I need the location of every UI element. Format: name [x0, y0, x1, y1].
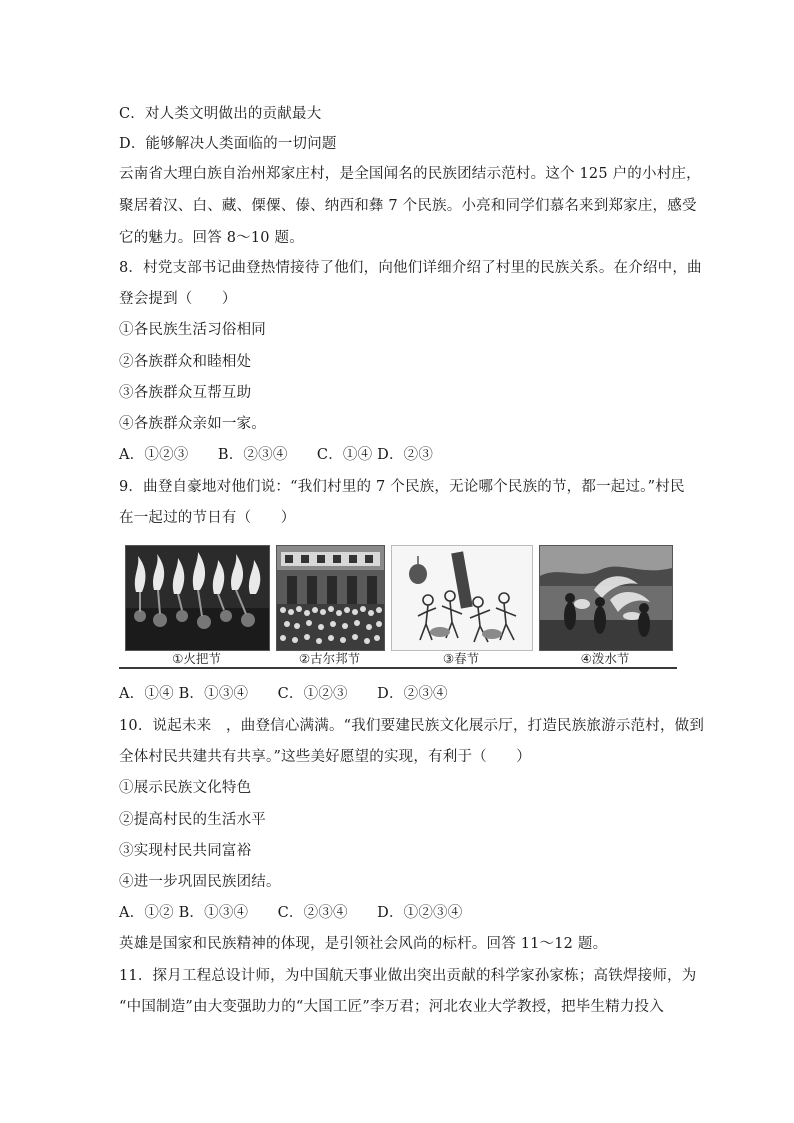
option-c-line: C．对人类文明做出的贡献最大 [119, 106, 322, 122]
figure-rule [119, 667, 677, 669]
q9-answer-options: A．①④ B．①③④ C．①②③ D．②③④ [119, 686, 448, 702]
q10-statement-4: ④进一步巩固民族团结。 [119, 874, 281, 890]
festival-figure [119, 545, 677, 669]
water-splashing-festival-photo [539, 545, 673, 651]
caption-spring-festival: ③春节 [442, 651, 480, 666]
q8-answer-options: A．①②③ B．②③④ C．①④ D．②③ [119, 447, 434, 463]
question-8-line-1: 8．村党支部书记曲登热情接待了他们，向他们详细介绍了村里的民族关系。在介绍中，曲 [119, 260, 702, 276]
q10-answer-options: A．①② B．①③④ C．②③④ D．①②③④ [119, 905, 463, 921]
q10-statement-3: ③实现村民共同富裕 [119, 843, 252, 859]
passage-line-1: 云南省大理白族自治州郑家庄村，是全国闻名的民族团结示范村。这个 125 户的小村庄， [119, 166, 701, 182]
passage-line-3: 它的魅力。回答 8～10 题。 [119, 230, 304, 246]
passage-line-2: 聚居着汉、白、藏、傈僳、傣、纳西和彝 7 个民族。小亮和同学们慕名来到郑家庄，感受 [119, 198, 697, 214]
q10-statement-1: ①展示民族文化特色 [119, 780, 252, 796]
question-10-line-1: 10．说起未来 ，曲登信心满满。“我们要建民族文化展示厅，打造民族旅游示范村，做到 [119, 718, 705, 734]
question-9-line-2: 在一起过的节日有（ ） [119, 510, 296, 526]
q8-statement-1: ①各民族生活习俗相同 [119, 322, 266, 338]
question-9-line-1: 9．曲登自豪地对他们说：“我们村里的 7 个民族，无论哪个民族的节，都一起过。”村民 [119, 479, 685, 495]
caption-eid-al-adha: ②古尔邦节 [298, 651, 361, 666]
question-10-line-2: 全体村民共建共有共享。”这些美好愿望的实现，有利于（ ） [119, 749, 531, 765]
q8-statement-2: ②各族群众和睦相处 [119, 354, 252, 370]
spring-festival-drawing [391, 545, 533, 651]
passage-heroes: 英雄是国家和民族精神的体现，是引领社会风尚的标杆。回答 11～12 题。 [119, 936, 608, 952]
question-8-line-2: 登会提到（ ） [119, 291, 237, 307]
q8-statement-3: ③各族群众互帮互助 [119, 385, 252, 401]
option-d-line: D．能够解决人类面临的一切问题 [119, 136, 337, 152]
q8-statement-4: ④各族群众亲如一家。 [119, 416, 266, 432]
torch-festival-photo [125, 545, 270, 651]
question-11-line-1: 11．探月工程总设计师，为中国航天事业做出突出贡献的科学家孙家栋；高铁焊接师，为 [119, 968, 697, 984]
caption-torch-festival: ①火把节 [172, 651, 221, 666]
eid-al-adha-photo [276, 545, 385, 651]
question-11-line-2: “中国制造”由大变强助力的“大国工匠”李万君；河北农业大学教授，把毕生精力投入 [119, 999, 664, 1015]
caption-water-splashing-festival: ④泼水节 [580, 651, 630, 666]
q10-statement-2: ②提高村民的生活水平 [119, 812, 266, 828]
